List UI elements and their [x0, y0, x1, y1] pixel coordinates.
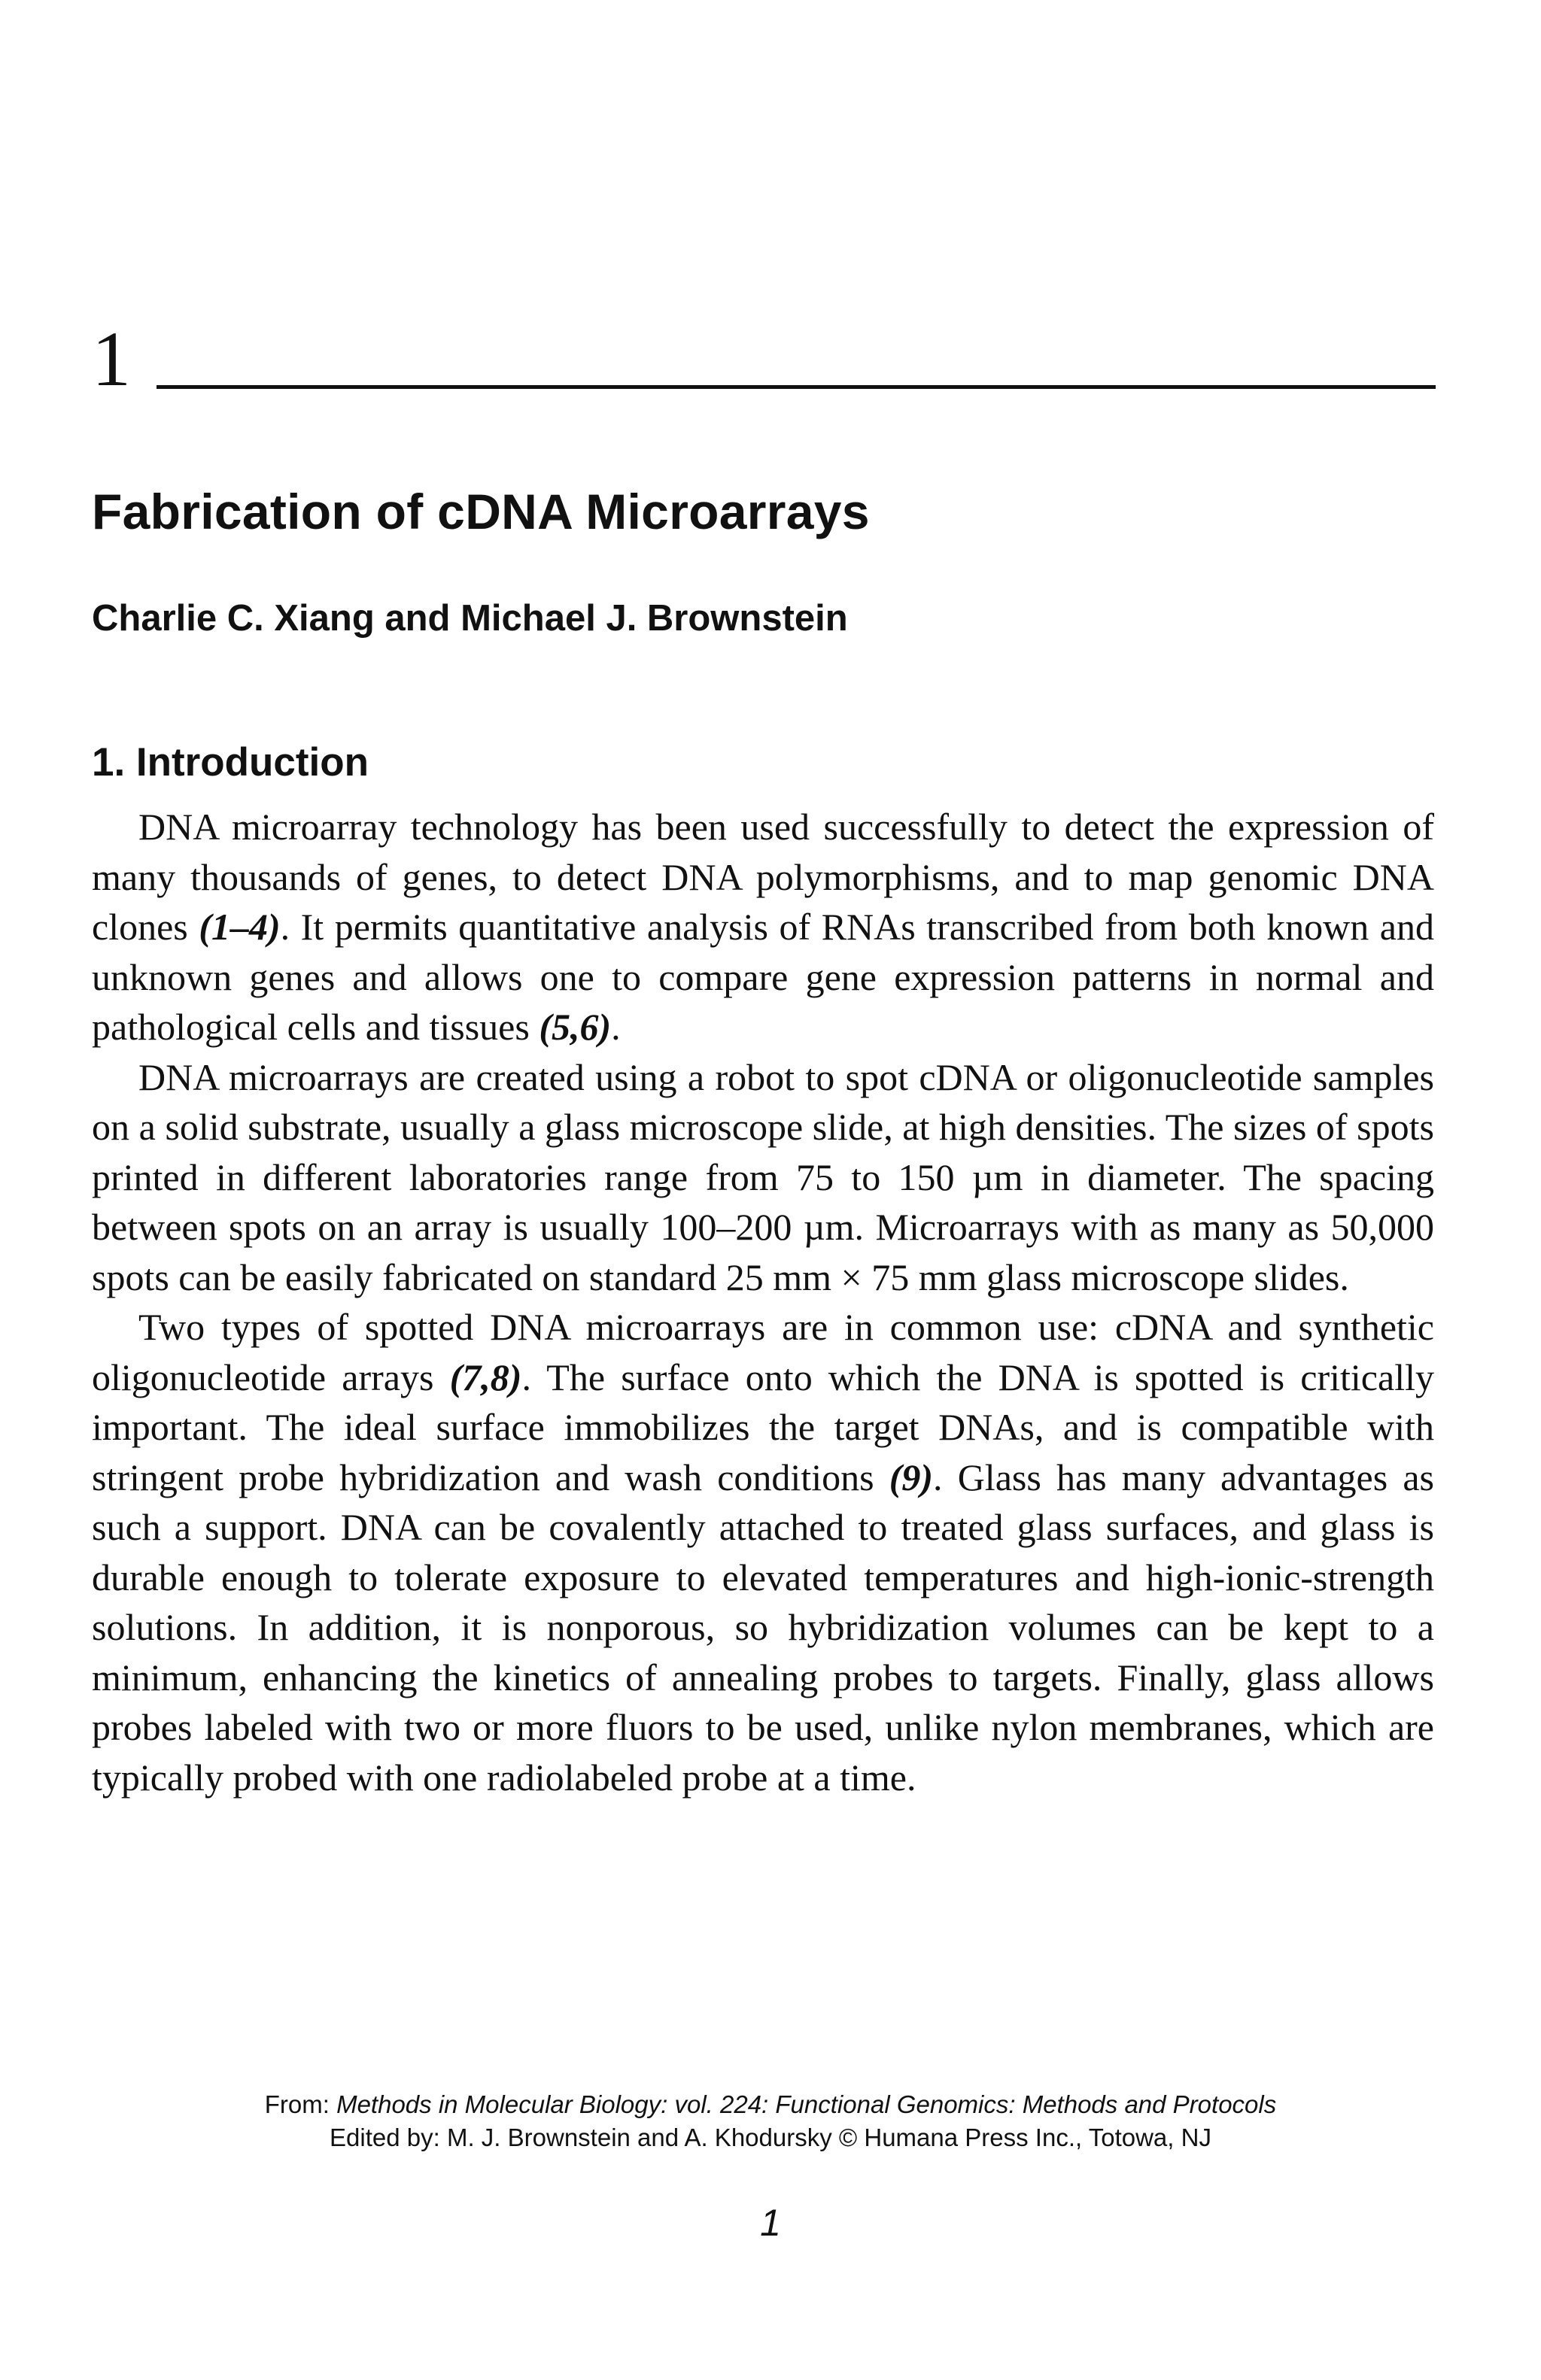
paragraph-1-text-c: . — [611, 1006, 621, 1048]
paragraph-2: DNA microarrays are created using a robot to spot cDNA or oligonucleotide samples on a solid substrate, usually a glass microscope slide, at high densities. The sizes of spots printed in different laboratories range from 75 to 150 µm in diameter. The spacing between spots on an array is usually 100–200 µm. Microarrays with as many as 50,000 spots can be easily fabricated on standard 25 mm × 75 mm glass microscope slides. — [92, 1055, 1434, 1298]
chapter-title: Fabrication of cDNA Microarrays — [92, 484, 870, 539]
paragraph-3-text-c: . Glass has many advantages as such a support. DNA can be covalently attached to treated glass surfaces, and glass is durable enough to tolerate exposure to elevated temperatures and high-ionic-strength solutions. In addition, it is nonporous, so hybridization volumes can be kept to a minimum, enhancing the kinetics of annealing probes to targets. Finally, glass allows probes labeled with two or more fluors to be used, unlike nylon membranes, which are typically probed with one radiolabeled probe at a time. — [92, 1456, 1434, 1799]
section-heading: 1. Introduction — [92, 740, 369, 785]
footer-edited-by: Edited by: M. J. Brownstein and A. Khodursky © Humana Press Inc., Totowa, NJ — [330, 2123, 1211, 2151]
citation-ref: (9) — [889, 1456, 934, 1498]
citation-ref: (7,8) — [449, 1355, 522, 1398]
footer-from-line — [0, 2088, 1541, 2121]
chapter-rule — [157, 385, 1436, 389]
paragraph-1-text-a: DNA microarray technology has been used successfully to detect the expression of many thousands of genes, to detect DNA polymorphisms, and to map genomic DNA clones — [92, 806, 1434, 948]
footer-source — [0, 2088, 1541, 2154]
chapter-authors: Charlie C. Xiang and Michael J. Brownstein — [92, 598, 848, 639]
footer-from-label: From: — [264, 2090, 337, 2118]
paragraph-1-text-b: . It permits quantitative analysis of RNAs transcribed from both known and unknown genes and allows one to compare gene expression patterns in normal and pathological cells and tissues — [92, 906, 1434, 1048]
chapter-number: 1 — [92, 316, 131, 402]
paragraph-1 — [92, 802, 1434, 1052]
paragraph-3-text-b: . The surface onto which the DNA is spotted is critically important. The ideal surface immobilizes the target DNAs, and is compatible with stringent probe hybridization and wash conditions — [92, 1355, 1434, 1498]
body-text — [92, 802, 1434, 1802]
citation-ref: (1–4) — [199, 906, 281, 948]
paragraph-3 — [92, 1302, 1434, 1802]
footer-source-title: Methods in Molecular Biology: vol. 224: Functional Genomics: Methods and Protocols — [336, 2090, 1277, 2118]
paragraph-3-text-a: Two types of spotted DNA microarrays are in common use: cDNA and synthetic oligonucleotide arrays — [92, 1306, 1434, 1398]
page-number: 1 — [760, 2202, 781, 2244]
citation-ref: (5,6) — [539, 1006, 612, 1048]
